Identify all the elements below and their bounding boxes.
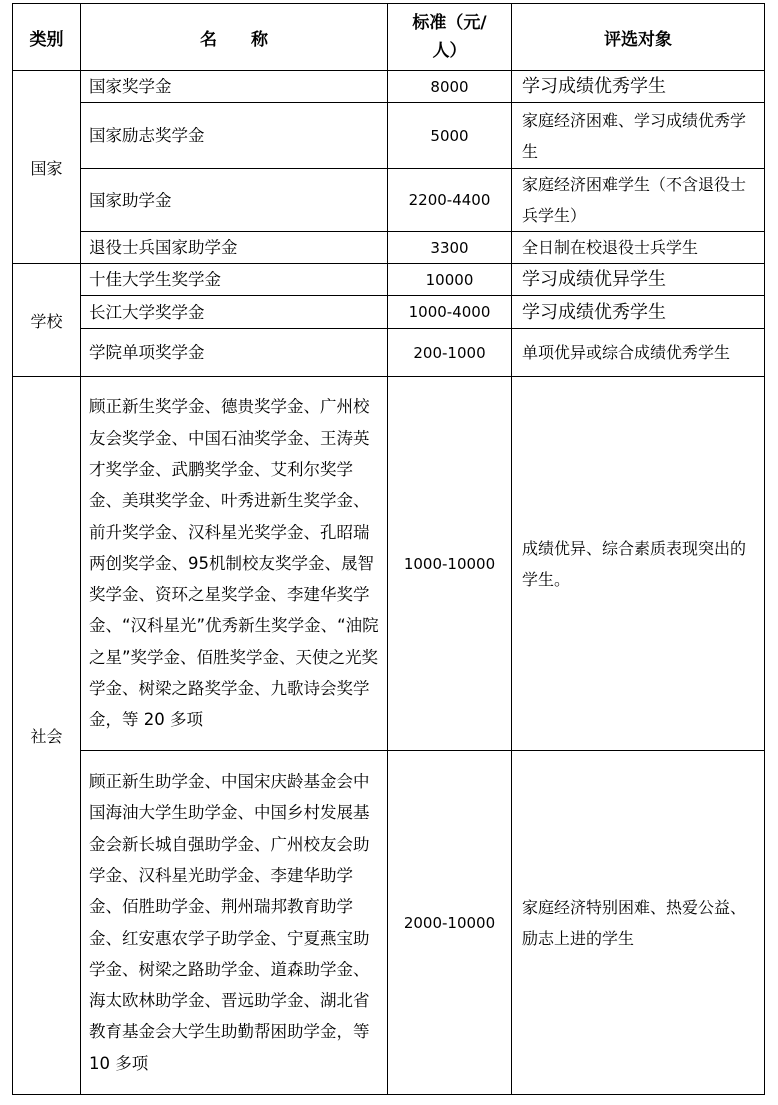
standard-cell: 10000 xyxy=(388,264,512,296)
audience-cell: 单项优异或综合成绩优秀学生 xyxy=(512,329,765,377)
standard-cell: 1000-10000 xyxy=(388,377,512,751)
name-cell: 国家奖学金 xyxy=(81,71,388,103)
name-cell: 学院单项奖学金 xyxy=(81,329,388,377)
standard-cell: 200-1000 xyxy=(388,329,512,377)
table-row xyxy=(13,71,765,103)
name-cell: 十佳大学生奖学金 xyxy=(81,264,388,296)
standard-cell: 1000-4000 xyxy=(388,296,512,329)
standard-cell: 3300 xyxy=(388,232,512,264)
name-cell: 国家助学金 xyxy=(81,169,388,232)
audience-cell: 全日制在校退役士兵学生 xyxy=(512,232,765,264)
table-row xyxy=(13,296,765,329)
audience-cell: 学习成绩优异学生 xyxy=(512,264,765,296)
header-standard: 标准（元/人） xyxy=(388,4,512,71)
name-cell: 长江大学奖学金 xyxy=(81,296,388,329)
category-cell-school: 学校 xyxy=(13,264,81,377)
name-cell: 顾正新生助学金、中国宋庆龄基金会中国海油大学生助学金、中国乡村发展基金会新长城自强助学金、广州校友会助学金、汉科星光助学金、李建华助学金、佰胜助学金、荆州瑞邦教育助学金、红安惠农学子助学金、宁夏燕宝助学金、树梁之路助学金、道森助学金、海太欧林助学金、晋远助学金、湖北省教育基金会大学生助勤帮困助学金，等 10 多项 xyxy=(81,751,388,1095)
header-audience: 评选对象 xyxy=(512,4,765,71)
table-row xyxy=(13,264,765,296)
audience-cell: 学习成绩优秀学生 xyxy=(512,296,765,329)
table-row xyxy=(13,232,765,264)
name-cell: 国家励志奖学金 xyxy=(81,103,388,169)
table-row xyxy=(13,377,765,751)
audience-cell: 家庭经济困难学生（不含退役士兵学生） xyxy=(512,169,765,232)
table-row xyxy=(13,329,765,377)
table-header-row xyxy=(13,4,765,71)
table-row xyxy=(13,103,765,169)
table-row xyxy=(13,169,765,232)
header-name: 名 称 xyxy=(81,4,388,71)
standard-cell: 2000-10000 xyxy=(388,751,512,1095)
category-cell-social: 社会 xyxy=(13,377,81,1095)
audience-cell: 成绩优异、综合素质表现突出的学生。 xyxy=(512,377,765,751)
category-cell-national: 国家 xyxy=(13,71,81,264)
standard-cell: 5000 xyxy=(388,103,512,169)
audience-cell: 家庭经济特别困难、热爱公益、励志上进的学生 xyxy=(512,751,765,1095)
name-cell: 退役士兵国家助学金 xyxy=(81,232,388,264)
scholarship-table xyxy=(12,3,765,1095)
standard-cell: 2200-4400 xyxy=(388,169,512,232)
audience-cell: 学习成绩优秀学生 xyxy=(512,71,765,103)
table-row xyxy=(13,751,765,1095)
header-category: 类别 xyxy=(13,4,81,71)
audience-cell: 家庭经济困难、学习成绩优秀学生 xyxy=(512,103,765,169)
name-cell: 顾正新生奖学金、德贵奖学金、广州校友会奖学金、中国石油奖学金、王涛英才奖学金、武鹏奖学金、艾利尔奖学金、美琪奖学金、叶秀进新生奖学金、前升奖学金、汉科星光奖学金、孔昭瑞两创奖学金、95机制校友奖学金、晟智奖学金、资环之星奖学金、李建华奖学金、“汉科星光”优秀新生奖学金、“油院之星”奖学金、佰胜奖学金、天使之光奖学金、树梁之路奖学金、九歌诗会奖学金，等 20 多项 xyxy=(81,377,388,751)
standard-cell: 8000 xyxy=(388,71,512,103)
